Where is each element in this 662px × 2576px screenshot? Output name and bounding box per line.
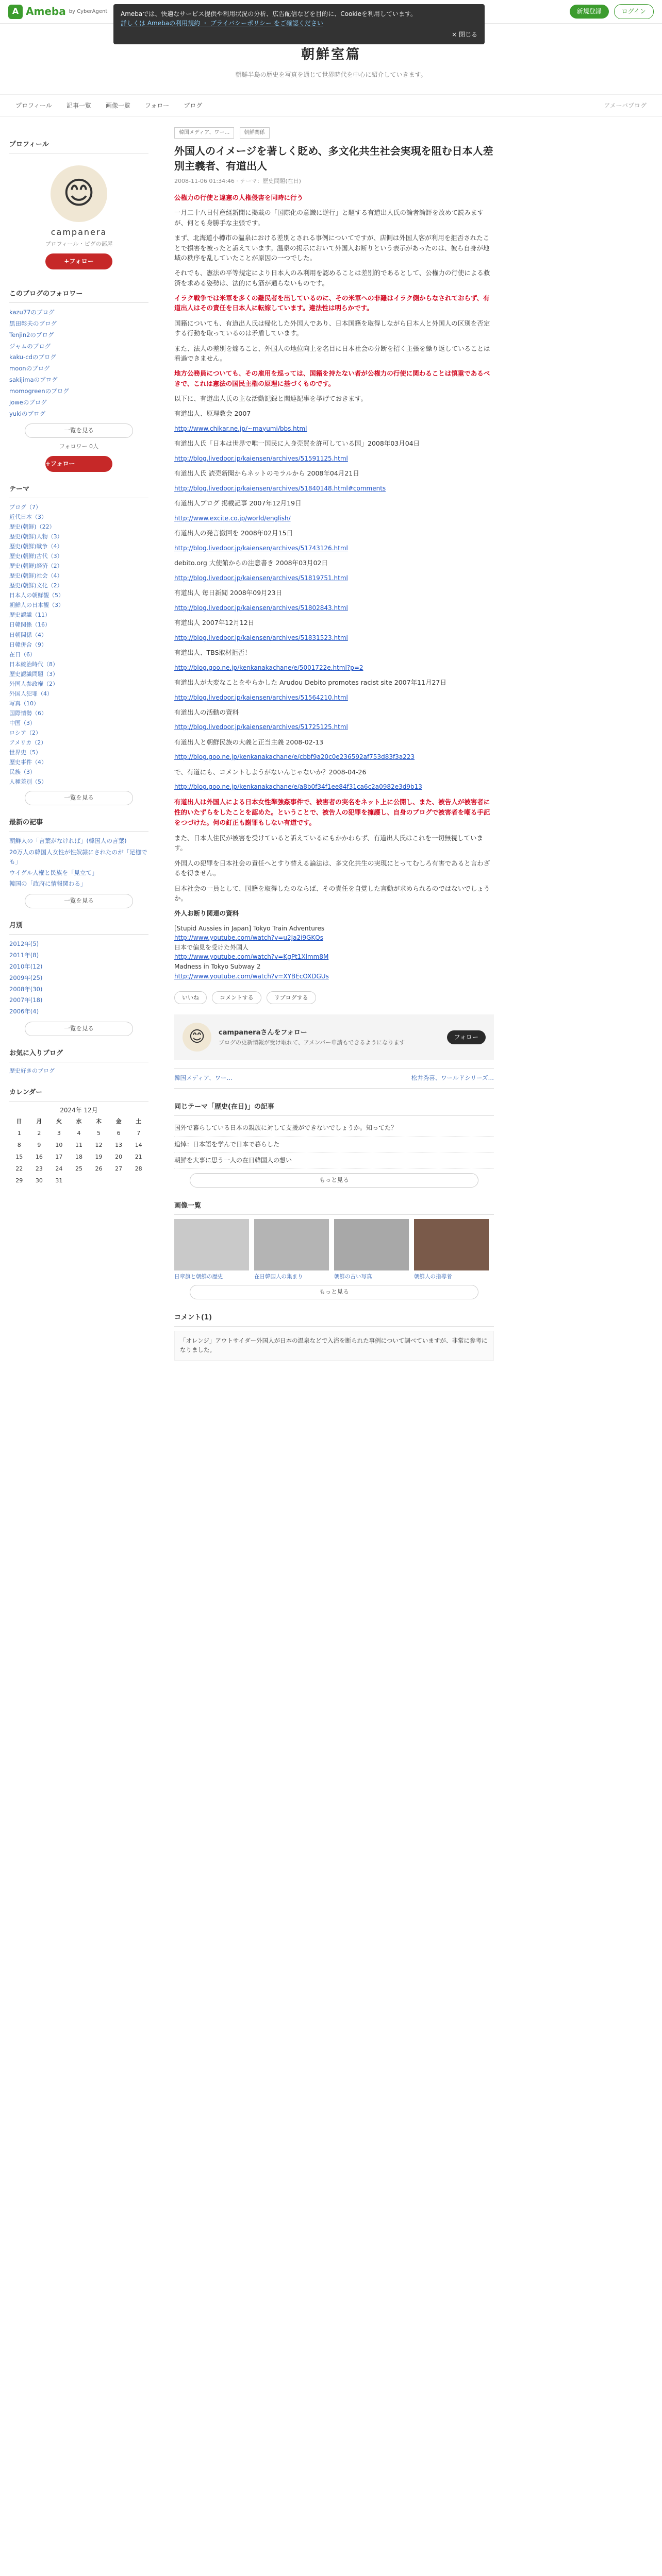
image-thumb[interactable] (174, 1219, 249, 1281)
paragraph: 国籍についても、有道出人氏は帰化した外国人であり、日本国籍を取得しながら日本人と外国人の区別を否定する行動を取っているのは矛盾しています。 (174, 319, 490, 337)
thumb-caption[interactable]: 在日韓国人の集まり (254, 1273, 303, 1280)
calendar-day[interactable]: 17 (55, 1153, 63, 1160)
followers-list (9, 307, 148, 419)
calendar-day[interactable]: 14 (135, 1141, 142, 1148)
entry-link[interactable]: http://blog.livedoor.jp/kaiensen/archives/51831523.html (174, 634, 348, 641)
list-item[interactable]: 歴史事件（4） (9, 759, 47, 766)
reactions (174, 991, 494, 1004)
list-item[interactable]: 朝鮮人の「言葉がなければ」(韓国人の言葉) (9, 837, 127, 845)
entry-link[interactable]: http://blog.goo.ne.jp/kenkanakachane/e/a8b0f34f1ee84f31ca6c2a0982e3d9b13 (174, 783, 422, 791)
comments-section (174, 1310, 494, 1361)
notice-close-button[interactable]: × 閉じる (452, 31, 477, 38)
weekday: 日 (16, 1117, 22, 1125)
list-item[interactable]: kaku-cdのブログ (9, 353, 56, 361)
prev-entry-link[interactable]: 韓国メディア、ワー… (174, 1074, 233, 1082)
link-caption: 有道出人氏 読売新聞からネットのモラルから 2008年04月21日 (174, 469, 359, 478)
list-item[interactable]: 日本統治時代（8） (9, 660, 58, 668)
calendar-day[interactable]: 25 (75, 1165, 82, 1172)
paragraph: また、日本人住民が被害を受けていると訴えているにもかかわらず、有道出人氏はこれを一切無視しています。 (174, 834, 484, 852)
profile-heading: プロフィール (9, 137, 148, 154)
list-item[interactable]: sakijimaのブログ (9, 376, 58, 384)
followers-heading: このブログのフォロワー (9, 286, 148, 303)
link-caption: 有道出人、原理教会 2007 (174, 410, 251, 418)
thumb-caption[interactable]: 朝鮮人の指導者 (414, 1273, 452, 1280)
calendar-day (89, 1175, 109, 1187)
footer-link[interactable]: http://www.youtube.com/watch?v=KgPt1Xlmm8M (174, 953, 329, 961)
reblog-button[interactable]: リブログする (267, 991, 316, 1004)
calendar-day[interactable]: 31 (55, 1177, 63, 1184)
calendar-day (69, 1175, 89, 1187)
list-item[interactable]: 歴史(朝鮮)戦争（4） (9, 543, 63, 550)
thumb-image[interactable] (334, 1219, 409, 1270)
calendar-day[interactable]: 22 (15, 1165, 23, 1172)
weekday: 水 (76, 1117, 82, 1125)
related-heading: 同じテーマ「歴史(在日)」の記事 (174, 1099, 494, 1116)
notice-links[interactable]: 詳しくは Amebaの利用規約 ・ プライバシーポリシー をご確認ください (121, 20, 323, 27)
paragraph: 外国人の犯罪を日本社会の責任へとすり替える論法は、多文化共生の実現にとってむしろ有害であると言わざるを得ません。 (174, 859, 490, 877)
calendar-week (9, 1151, 148, 1163)
list-item[interactable]: アメリカ（2） (9, 739, 47, 747)
footer-links-title: 外人お断り関連の資料 (174, 909, 239, 918)
list-item[interactable]: 歴史(朝鮮)古代（3） (9, 553, 63, 560)
avatar[interactable]: 😊 (51, 165, 107, 222)
paragraph: 一月二十八日付産経新聞に掲載の「国際化の意識に逆行」と題する有道出人氏の論者論評を改めて読みますが、何とも身勝手な主張です。 (174, 209, 484, 227)
nav-blog[interactable]: ブログ (184, 101, 203, 109)
entry-link[interactable]: http://blog.livedoor.jp/kaiensen/archives/51802843.html (174, 604, 348, 612)
list-item[interactable]: ウイグル人権と民族を「見立て」 (9, 869, 98, 876)
calendar-day[interactable]: 19 (95, 1153, 103, 1160)
link-caption: 有道出人が大変なことをやらかした Arudou Debito promotes racist site 2007年11月27日 (174, 679, 446, 687)
author-follow-button[interactable]: フォロー (447, 1030, 486, 1044)
calendar-day (109, 1175, 129, 1187)
paragraph: また、法人の差別を煽ること、外国人の地位向上を名目に日本社会の分断を招く主張を繰り返していることは看過できません。 (174, 344, 490, 362)
calendar-day[interactable]: 2 (37, 1129, 41, 1137)
cookie-notice (113, 4, 485, 44)
weekday: 月 (36, 1117, 42, 1125)
list-item[interactable]: joweのブログ (9, 398, 47, 406)
calendar-day[interactable]: 15 (15, 1153, 23, 1160)
calendar-day[interactable]: 5 (97, 1129, 101, 1137)
calendar-day[interactable]: 13 (115, 1141, 123, 1148)
thumb-image[interactable] (414, 1219, 489, 1270)
profile-name[interactable]: campanera (51, 227, 107, 237)
list-item[interactable]: 世界史（5） (9, 749, 41, 756)
list-item[interactable]: 歴史認識問題（3） (9, 670, 58, 677)
paragraph: それでも、憲法の平等規定により日本人のみ利用を認めることは差別的であるとして、公権力の行使による救済を求める姿勢は、法的にも筋が通らないものです。 (174, 269, 490, 287)
list-item[interactable]: 2010年(12) (9, 962, 43, 970)
list-item[interactable]: ジャムのブログ (9, 342, 51, 350)
paragraph: 以下に、有道出人氏の主な活動記録と関連記事を挙げておきます。 (174, 395, 368, 403)
weekday: 土 (136, 1117, 142, 1125)
calendar-heading: カレンダー (9, 1084, 148, 1101)
image-thumb[interactable] (334, 1219, 409, 1281)
calendar-day[interactable]: 27 (115, 1165, 123, 1172)
list-item[interactable]: 日本人の朝鮮観（5） (9, 592, 64, 599)
entry-link[interactable]: http://www.excite.co.jp/world/english/ (174, 514, 291, 522)
calendar-body (9, 1127, 148, 1187)
related-list (174, 1120, 494, 1169)
link-caption: 有道出人ブログ 掲載記事 2007年12月19日 (174, 499, 302, 507)
nav-images[interactable]: 画像一覧 (105, 101, 130, 109)
calendar-day[interactable]: 24 (55, 1165, 63, 1172)
highlight-paragraph: 有道出人は外国人による日本女性準強姦事件で、被害者の実名をネット上に公開し、また、被告人が被害者に性的いたずらをしたことを認めた。ということで、被告人の犯罪を擁護し、自身のブログで被害者を嘲る手記をつづけた。何の釘正も謝罪もしない有道です。 (174, 798, 490, 826)
list-item[interactable]: 歴史(朝鮮)経済（2） (9, 563, 63, 570)
link-caption: 有道出人 2007年12月12日 (174, 619, 255, 627)
entry-link[interactable]: http://blog.livedoor.jp/kaiensen/archives/51819751.html (174, 574, 348, 582)
login-button[interactable]: ログイン (614, 4, 654, 19)
list-item[interactable]: kazu77のブログ (9, 309, 55, 316)
weekday: 木 (96, 1117, 102, 1125)
profile-links[interactable]: プロフィール・ピグの部屋 (45, 241, 113, 248)
list-item[interactable]: Tenjin2のブログ (9, 331, 54, 338)
weekday: 火 (56, 1117, 62, 1125)
list-item[interactable]: 民族（3） (9, 769, 36, 776)
entry-link[interactable]: http://blog.goo.ne.jp/kenkanakachane/e/cbbf9a20c0e236592af753d83f3a223 (174, 753, 415, 761)
author-avatar[interactable]: 😊 (183, 1023, 211, 1052)
follow-button[interactable]: +フォロー (45, 253, 112, 269)
calendar-day[interactable]: 21 (135, 1153, 142, 1160)
list-item[interactable]: 中国（3） (9, 719, 36, 726)
themes-heading: テーマ (9, 481, 148, 498)
themes-list (9, 502, 148, 787)
calendar-week (9, 1175, 148, 1187)
calendar (9, 1115, 148, 1187)
footer-link[interactable]: http://www.youtube.com/watch?v=XYBEcOXDGUs (174, 972, 329, 980)
list-item[interactable]: 国際情勢（6） (9, 709, 47, 717)
images-more-button[interactable]: もっと見る (190, 1285, 478, 1299)
list-item[interactable]: 在日（6） (9, 651, 36, 658)
list-item[interactable]: 2009年(25) (9, 974, 43, 981)
calendar-week (9, 1163, 148, 1175)
images-heading: 画像一覧 (174, 1198, 494, 1215)
entry-link[interactable]: http://www.chikar.ne.jp/~mayumi/bbs.html (174, 425, 307, 432)
archive-heading: 月別 (9, 918, 148, 935)
main-content (174, 127, 494, 1360)
recent-heading: 最新の記事 (9, 815, 148, 832)
calendar-week (9, 1139, 148, 1151)
list-item[interactable]: 2011年(8) (9, 952, 39, 959)
thumb-caption[interactable]: 朝鮮の古い写真 (334, 1273, 372, 1280)
link-caption: 有道出人 毎日新聞 2008年09月23日 (174, 589, 283, 597)
calendar-day[interactable]: 16 (35, 1153, 43, 1160)
entry-link[interactable]: http://blog.livedoor.jp/kaiensen/archives/51564210.html (174, 693, 348, 701)
list-item[interactable]: yukiのブログ (9, 410, 45, 417)
images-section (174, 1198, 494, 1299)
entry-link[interactable]: http://blog.livedoor.jp/kaiensen/archives/51840148.html#comments (174, 484, 386, 492)
follower-count: フォロワー 0人 (59, 443, 98, 450)
entry-link[interactable]: http://blog.livedoor.jp/kaiensen/archives/51591125.html (174, 454, 348, 462)
blog-description: 朝鮮半島の歴史を写真を通じて世界時代を中心に紹介していきます。 (235, 71, 427, 79)
footer-link-caption: Madness in Tokyo Subway 2 (174, 963, 261, 970)
list-item[interactable]: 近代日本（3） (9, 513, 47, 520)
archive-more-button[interactable]: 一覧を見る (25, 1022, 133, 1036)
image-thumbs (174, 1219, 494, 1281)
recent-list (9, 836, 148, 890)
list-item[interactable]: ロシア（2） (9, 730, 41, 736)
entry-link[interactable]: http://blog.livedoor.jp/kaiensen/archives/51725125.html (174, 723, 348, 731)
image-thumb[interactable] (254, 1219, 329, 1281)
link-caption: 有道出人の活動の資料 (174, 708, 239, 717)
footer-link[interactable]: http://www.youtube.com/watch?v=u2Ja2i9GKQs (174, 934, 323, 942)
list-item[interactable]: 日韓併合（9） (9, 641, 47, 648)
calendar-month: 2024年 12月 (60, 1107, 98, 1114)
list-item[interactable]: 日韓関係（16） (9, 621, 51, 629)
link-caption: debito.org 大使館からの注意書き 2008年03月02日 (174, 559, 328, 567)
logo-text: Ameba (26, 5, 66, 18)
list-item[interactable]: 日朝関係（4） (9, 631, 47, 638)
blog-title[interactable]: 朝鮮室篇 (301, 47, 361, 62)
nav-profile[interactable]: プロフィール (15, 101, 52, 109)
link-caption: 有道出人と朝鮮民族の大義と正当主義 2008-02-13 (174, 738, 324, 747)
ameba-logo-icon: A (8, 5, 23, 19)
calendar-day[interactable]: 20 (115, 1153, 123, 1160)
link-list (174, 409, 494, 792)
list-item[interactable]: 歴史(朝鮮)（22） (9, 523, 55, 531)
list-item[interactable]: 2008年(30) (9, 985, 43, 993)
theme-tag[interactable]: 朝鮮関係 (240, 127, 270, 139)
entry-body (174, 193, 494, 981)
comments-heading: コメント(1) (174, 1310, 494, 1327)
list-item[interactable]: ブログ（7） (9, 503, 41, 511)
archive-list (9, 939, 148, 1018)
list-item[interactable]: 写真（10） (9, 700, 39, 707)
followers-more-button[interactable]: 一覧を見る (25, 423, 133, 438)
calendar-day[interactable]: 23 (35, 1165, 43, 1172)
list-item[interactable]: 歴史(朝鮮)文化（2） (9, 582, 63, 589)
thumb-caption[interactable]: 日章旗と朝鮮の歴史 (174, 1273, 223, 1280)
sidebar (9, 127, 159, 1360)
calendar-day[interactable]: 4 (77, 1129, 81, 1137)
entry-link[interactable]: http://blog.livedoor.jp/kaiensen/archives/51743126.html (174, 544, 348, 552)
list-item[interactable]: 歴史認識（11） (9, 612, 51, 619)
pager (174, 1068, 494, 1089)
nav-right[interactable]: アメーバブログ (604, 101, 647, 109)
footer-link-caption: [Stupid Aussies in Japan] Tokyo Train Adventures (174, 924, 325, 932)
list-item[interactable]: 歴史(朝鮮)人物（3） (9, 533, 63, 540)
ameba-logo[interactable] (8, 4, 107, 20)
list-item[interactable]: 人種差別（5） (9, 778, 47, 786)
like-button[interactable]: いいね (174, 991, 207, 1004)
logo-sub: by CyberAgent (69, 8, 108, 14)
entry-title[interactable]: 外国人のイメージを著しく貶め、多文化共生社会実現を阻む日本人差別主義者、有道出人 (174, 144, 493, 172)
list-item[interactable]: 外国人参政権（2） (9, 680, 58, 687)
entry-link[interactable]: http://blog.goo.ne.jp/kenkanakachane/e/5001722e.html?p=2 (174, 664, 363, 671)
footer-link-caption: 日本で偏見を受けた外国人 (174, 943, 249, 951)
red-paragraph: 地方公務員についても、その雇用を巡っては、国籍を持たない者が公権力の行使に関わることは慎重であるべきで、これは憲法の国民主権の原理に基づくものです。 (174, 369, 490, 387)
calendar-day (128, 1175, 148, 1187)
calendar-day[interactable]: 7 (137, 1129, 141, 1137)
list-item[interactable]: 2012年(5) (9, 940, 39, 948)
weekday: 金 (115, 1117, 122, 1125)
list-item[interactable]: 朝鮮を大事に思う一人の在日韓国人の想い (174, 1153, 494, 1169)
list-item[interactable]: 2007年(18) (9, 996, 43, 1004)
nav-follow[interactable]: フォロー (144, 101, 170, 109)
red-heading: 公権力の行使と違憲の人権侵害を同時に行う (174, 194, 304, 202)
author-card (174, 1014, 494, 1060)
thumb-image[interactable] (254, 1219, 329, 1270)
themes-more-button[interactable]: 一覧を見る (25, 791, 133, 805)
calendar-week (9, 1127, 148, 1139)
image-thumb[interactable] (414, 1219, 489, 1281)
list-item[interactable]: momogreenのブログ (9, 387, 69, 395)
list-item[interactable]: 韓国の「政府に情報関わる」 (9, 880, 87, 888)
notice-text: Amebaでは、快適なサービス提供や利用状況の分析、広告配信などを目的に、Cookieを利用しています。 (121, 10, 417, 18)
calendar-day[interactable]: 6 (117, 1129, 121, 1137)
profile-box (9, 158, 148, 277)
calendar-day[interactable]: 8 (17, 1141, 21, 1148)
calendar-day[interactable]: 30 (35, 1177, 43, 1184)
related-section (174, 1099, 494, 1188)
favorites-heading: お気に入りブログ (9, 1045, 148, 1062)
link-caption: 有道出人氏「日本は世界で唯一国民に人身売買を許可している国」2008年03月04日 (174, 439, 420, 448)
paragraph: 日本社会の一員として、国籍を取得したのならば、その責任を自覚した言動が求められるのではないでしょうか。 (174, 884, 490, 902)
calendar-day[interactable]: 26 (95, 1165, 103, 1172)
blog-nav (0, 95, 662, 117)
list-item[interactable]: 歴史(朝鮮)社会（4） (9, 572, 63, 580)
list-item[interactable]: 追悼：日本語を学んで日本で暮らした (174, 1137, 494, 1153)
footer-link-list (174, 924, 494, 981)
link-caption: 有道出人、TBS取材拒否！ (174, 649, 251, 657)
next-entry-link[interactable]: 松井秀喜、ワールドシリーズ… (411, 1074, 494, 1082)
calendar-day[interactable]: 3 (57, 1129, 61, 1137)
list-item[interactable]: 黒田彰夫のブログ (9, 320, 57, 328)
signup-button[interactable]: 新規登録 (570, 5, 609, 19)
calendar-day[interactable]: 11 (75, 1141, 82, 1148)
link-caption: 有道出人の発言撤回を 2008年02月15日 (174, 529, 293, 537)
list-item[interactable]: moonのブログ (9, 365, 50, 372)
calendar-day[interactable]: 29 (15, 1177, 23, 1184)
calendar-day[interactable]: 9 (37, 1141, 41, 1148)
thumb-image[interactable] (174, 1219, 249, 1270)
comment-item: 「オレンジ」アウトサイダー外国人が日本の温泉などで入浴を断られた事例について調べていますが、非常に参考になりました。 (174, 1331, 494, 1361)
calendar-day[interactable]: 10 (55, 1141, 63, 1148)
comment-button[interactable]: コメントする (212, 991, 261, 1004)
list-item[interactable]: 朝鮮人の日本観（3） (9, 602, 64, 609)
follow-button-2[interactable]: +フォロー (45, 456, 112, 472)
red-paragraph: イラク戦争では米軍を多くの難民者を出しているのに、その米軍への非難はイラク側からなされておらず、有道出人はその責任を日本人に転嫁しています。違法性は明らかです。 (174, 294, 490, 312)
calendar-day[interactable]: 12 (95, 1141, 103, 1148)
calendar-day[interactable]: 28 (135, 1165, 142, 1172)
list-item[interactable]: 20万人の韓国人女性が性奴隷にされたのが「足枷でも」 (9, 849, 147, 865)
link-caption: で、有道にも、コメントしようがないんじゃないか？2008-04-26 (174, 768, 367, 776)
related-more-button[interactable]: もっと見る (190, 1173, 478, 1188)
author-desc: ブログの更新情報が受け取れて、アメンバー申請もできるようになります (219, 1039, 405, 1046)
author-name: campaneraさんをフォロー (219, 1028, 307, 1037)
list-item[interactable]: 外国人犯罪（4） (9, 690, 53, 697)
recent-more-button[interactable]: 一覧を見る (25, 894, 133, 908)
calendar-day[interactable]: 18 (75, 1153, 82, 1160)
favorites-desc[interactable]: 歴史好きのブログ (9, 1067, 55, 1074)
paragraph: まず、北海道小樽市の温泉における差別とされる事例についてですが、店側は外国人客が利用を拒否されたことで損害を被ったと訴えています。温泉の掲示において外国人お断りという表示があったのは、彼ら自身が地域の秩序を乱していたことが原因の一つでした。 (174, 234, 490, 262)
list-item[interactable]: 国外で暮らしている日本の親族に対して支援ができないでしょうか。知ってた？ (174, 1120, 494, 1137)
calendar-day[interactable]: 1 (17, 1129, 21, 1137)
entry-meta: 2008-11-06 01:34:46 · テーマ：歴史問題(在日) (174, 177, 301, 184)
list-item[interactable]: 2006年(4) (9, 1008, 39, 1015)
prev-tag[interactable]: 韓国メディア、ワー… (174, 127, 234, 139)
nav-entries[interactable]: 記事一覧 (66, 101, 91, 109)
